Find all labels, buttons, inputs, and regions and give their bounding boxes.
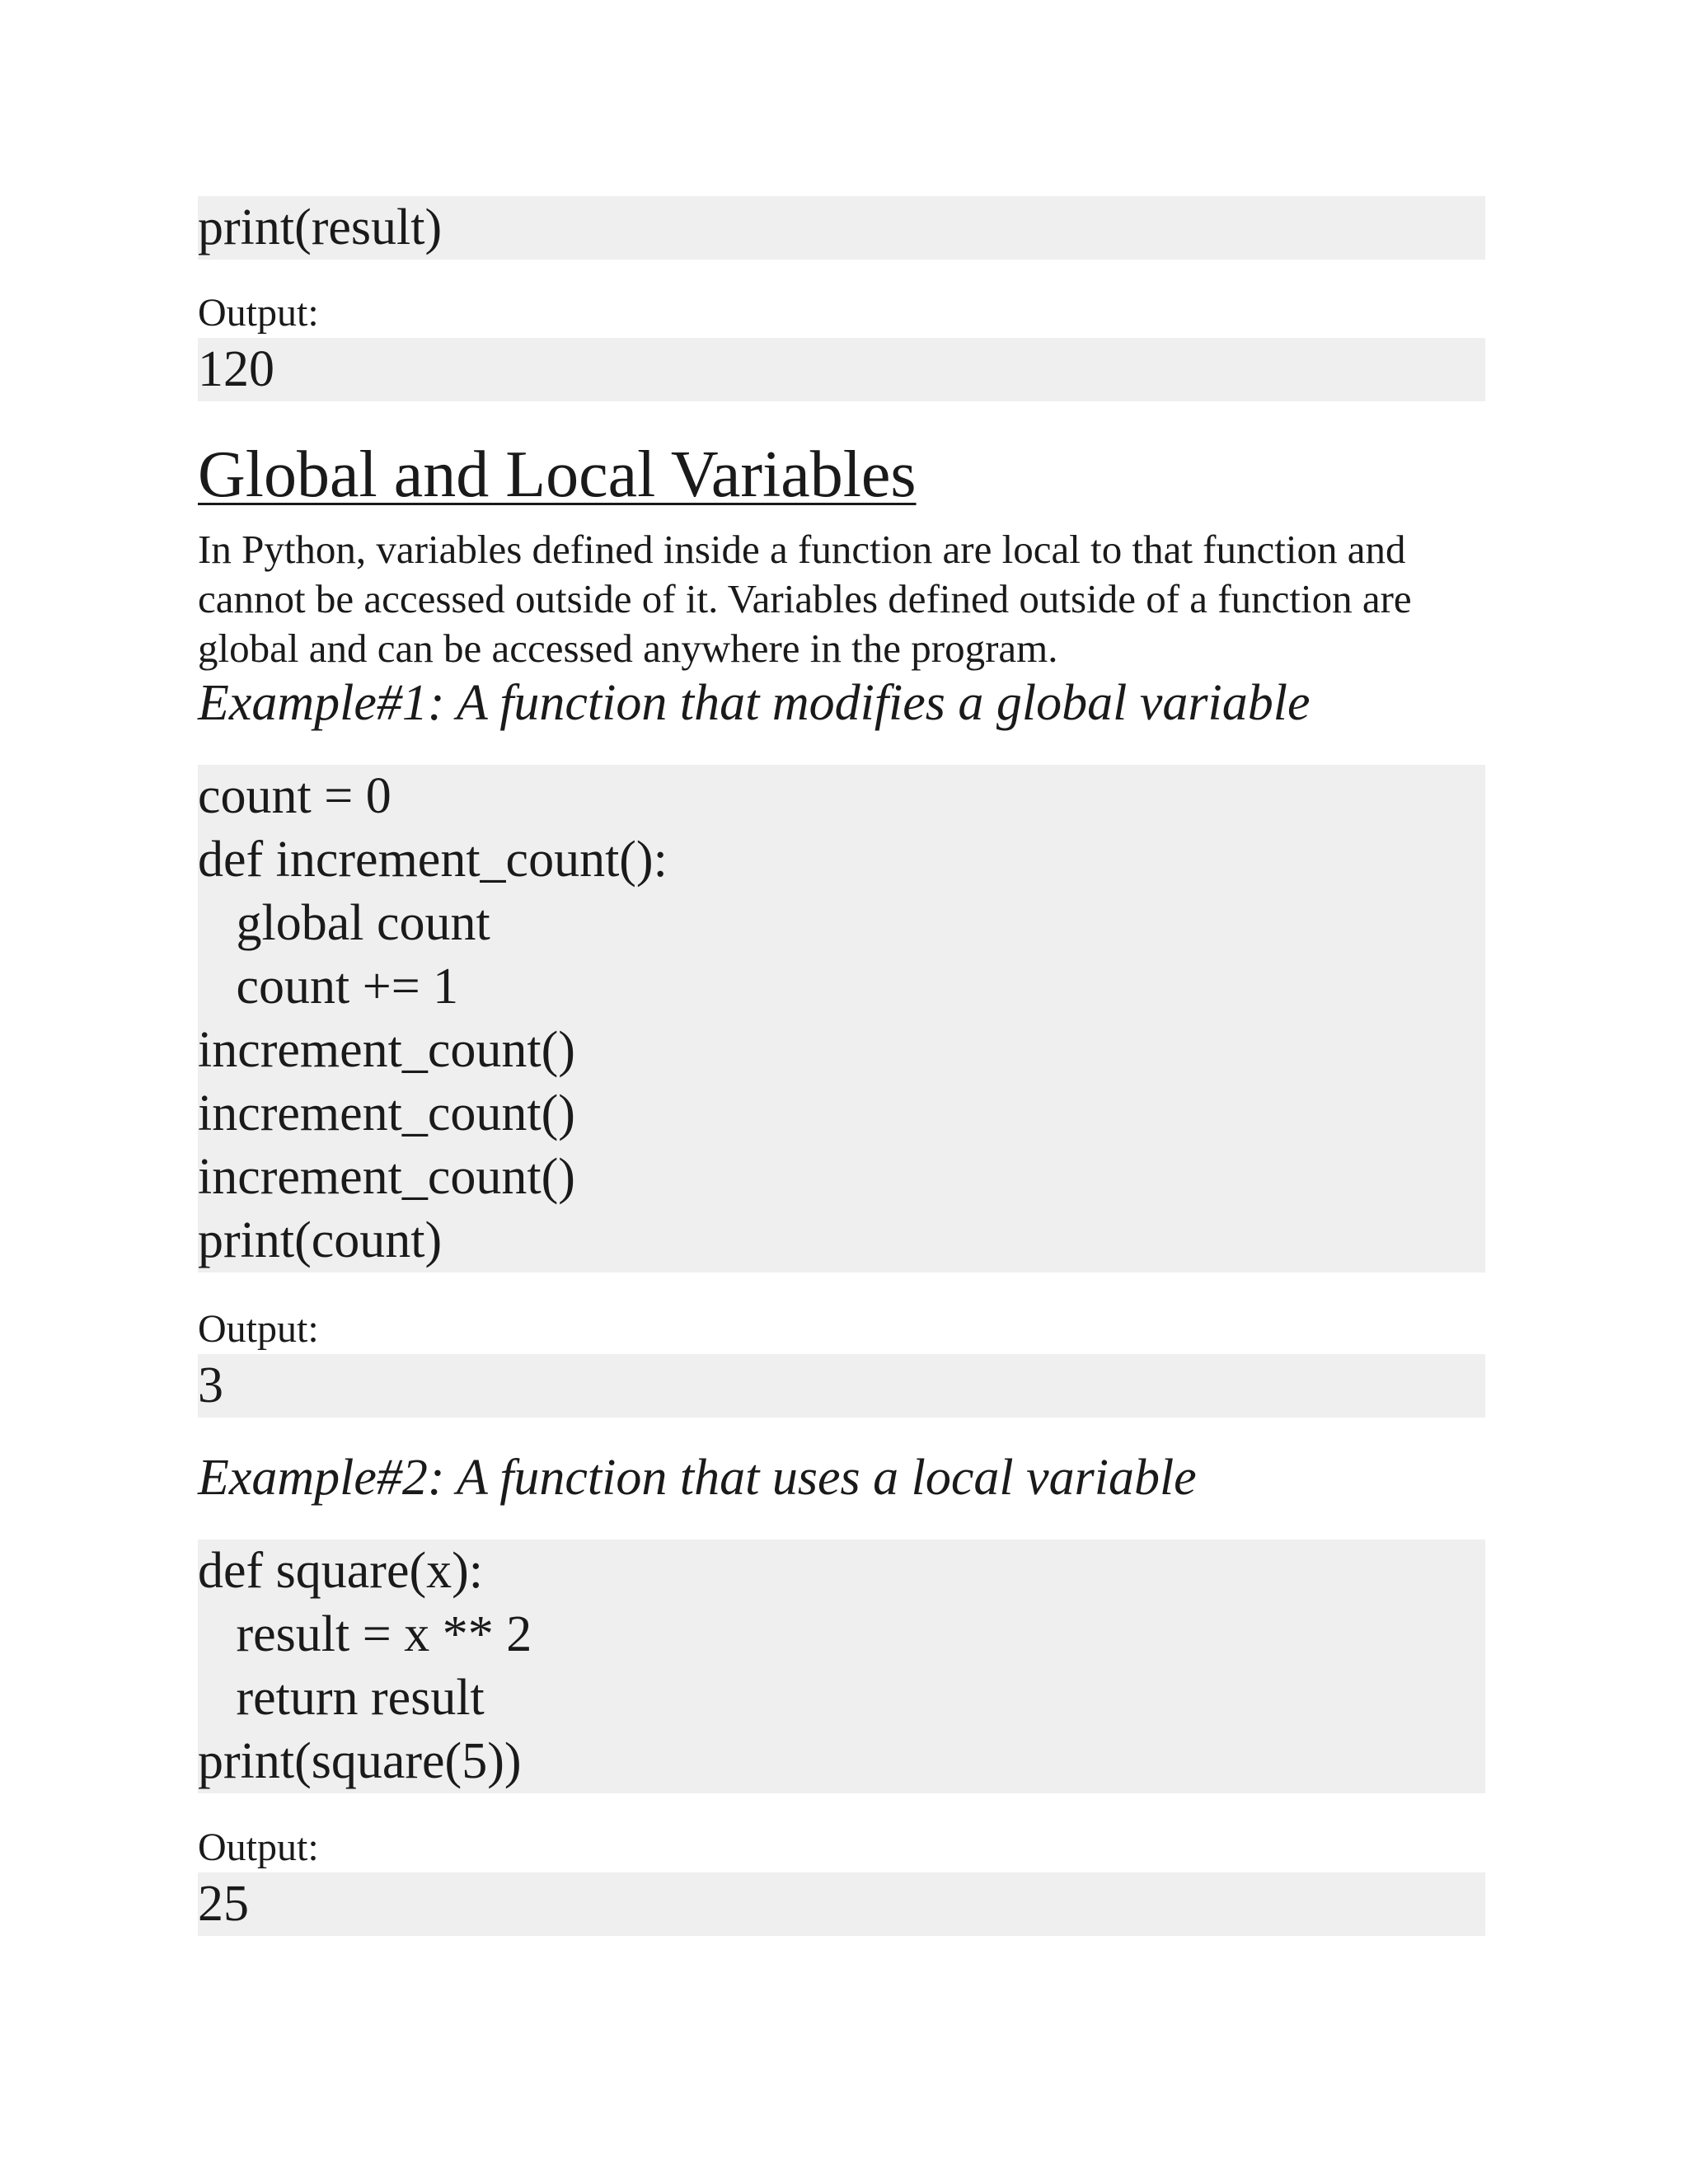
output-line: 3 <box>198 1357 223 1413</box>
code-line: print(square(5)) <box>198 1733 522 1789</box>
example2-output-label: Output: <box>198 1825 319 1869</box>
paragraph-line: global and can be accessed anywhere in the program. <box>198 626 1058 671</box>
code-block-top <box>198 196 1485 260</box>
example1-output-label: Output: <box>198 1307 319 1351</box>
code-line: print(count) <box>198 1212 443 1268</box>
paragraph-line: cannot be accessed outside of it. Variables defined outside of a function are <box>198 576 1412 621</box>
code-line: increment_count() <box>198 1085 575 1141</box>
code-line: count = 0 <box>198 768 392 824</box>
output-label-top: Output: <box>198 291 319 335</box>
code-line: increment_count() <box>198 1022 575 1078</box>
section-heading: Global and Local Variables <box>198 438 917 511</box>
output-line: 120 <box>198 341 274 397</box>
example2-code-block <box>198 1540 1485 1793</box>
output-line: 25 <box>198 1876 249 1932</box>
example1-output-block <box>198 1354 1485 1418</box>
code-line: def square(x): <box>198 1543 483 1599</box>
code-line: print(result) <box>198 199 443 255</box>
code-line: def increment_count(): <box>198 832 668 888</box>
example1-code-block <box>198 765 1485 1272</box>
example2-output-block <box>198 1872 1485 1936</box>
output-block-top <box>198 338 1485 401</box>
code-line: count += 1 <box>198 958 459 1015</box>
code-line: return result <box>198 1670 485 1726</box>
example1-title: Example#1: A function that modifies a global variable <box>198 675 1311 731</box>
code-line: result = x ** 2 <box>198 1606 532 1662</box>
code-line: global count <box>198 895 490 951</box>
section-paragraph <box>198 525 1517 673</box>
example2-title: Example#2: A function that uses a local variable <box>198 1450 1197 1506</box>
code-line: increment_count() <box>198 1149 575 1205</box>
paragraph-line: In Python, variables defined inside a function are local to that function and <box>198 527 1406 572</box>
